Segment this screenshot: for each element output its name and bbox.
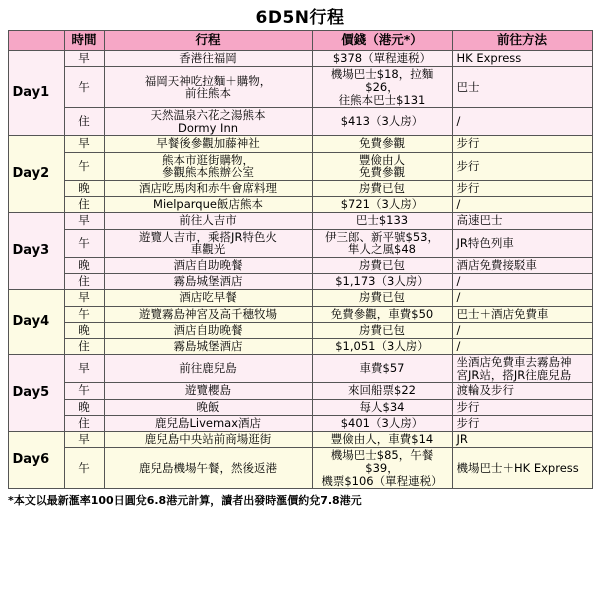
cell-price: 來回船票$22 <box>312 383 452 399</box>
cell-route: 鹿兒島中央站前商場逛街 <box>104 432 312 448</box>
cell-price: 機場巴士$18，拉麵$26， 往熊本巴士$131 <box>312 67 452 108</box>
cell-time: 早 <box>64 355 104 383</box>
cell-price: 房費已包 <box>312 290 452 306</box>
table-row <box>8 432 592 448</box>
table-row <box>8 274 592 290</box>
table-row <box>8 152 592 180</box>
day-label: Day3 <box>8 213 64 290</box>
cell-price: 伊三郎、新平號$53， 隼人之風$48 <box>312 229 452 257</box>
cell-transport: JR特色列車 <box>452 229 592 257</box>
cell-time: 晚 <box>64 257 104 273</box>
cell-transport: 渡輪及步行 <box>452 383 592 399</box>
cell-price: 豐儉由人 免費參觀 <box>312 152 452 180</box>
table-row <box>8 197 592 213</box>
cell-transport: / <box>452 290 592 306</box>
cell-time: 早 <box>64 290 104 306</box>
cell-route: 酒店吃馬肉和赤牛會席料理 <box>104 180 312 196</box>
table-row <box>8 136 592 152</box>
cell-time: 住 <box>64 274 104 290</box>
cell-price: 車費$57 <box>312 355 452 383</box>
cell-transport: HK Express <box>452 51 592 67</box>
page-title: 6D5N行程 <box>255 8 345 28</box>
cell-route: 前往人吉市 <box>104 213 312 229</box>
table-row <box>8 399 592 415</box>
table-header <box>8 31 592 51</box>
cell-time: 午 <box>64 448 104 489</box>
col-header-transport: 前往方法 <box>452 31 592 51</box>
cell-time: 早 <box>64 51 104 67</box>
cell-price: 豐儉由人，車費$14 <box>312 432 452 448</box>
footnote: *本文以最新滙率100日圓兌6.8港元計算，讀者出發時滙價約兌7.8港元 <box>8 494 362 508</box>
cell-time: 晚 <box>64 399 104 415</box>
col-header-route: 行程 <box>104 31 312 51</box>
cell-route: 晚飯 <box>104 399 312 415</box>
cell-price: $413（3人房） <box>312 108 452 136</box>
cell-transport: 高速巴士 <box>452 213 592 229</box>
cell-price: $1,051（3人房） <box>312 338 452 354</box>
table-body <box>8 51 592 489</box>
cell-price: 房費已包 <box>312 180 452 196</box>
cell-route: 天然温泉六花之湯熊本 Dormy Inn <box>104 108 312 136</box>
cell-route: 遊覽人吉市，乘搭JR特色火 車觀光 <box>104 229 312 257</box>
cell-route: 遊覽霧島神宮及高千穗牧場 <box>104 306 312 322</box>
table-row <box>8 229 592 257</box>
table-row <box>8 322 592 338</box>
cell-price: 每人$34 <box>312 399 452 415</box>
cell-route: 酒店自助晚餐 <box>104 322 312 338</box>
table-row <box>8 108 592 136</box>
cell-time: 住 <box>64 338 104 354</box>
cell-price: 房費已包 <box>312 257 452 273</box>
cell-price: $1,173（3人房） <box>312 274 452 290</box>
cell-time: 午 <box>64 67 104 108</box>
cell-transport: 步行 <box>452 399 592 415</box>
cell-route: Mielparque飯店熊本 <box>104 197 312 213</box>
cell-route: 前往鹿兒島 <box>104 355 312 383</box>
col-header-price: 價錢（港元*） <box>312 31 452 51</box>
col-header-time: 時間 <box>64 31 104 51</box>
cell-transport: 步行 <box>452 415 592 431</box>
cell-route: 酒店自助晚餐 <box>104 257 312 273</box>
cell-route: 福岡天神吃拉麵＋購物， 前往熊本 <box>104 67 312 108</box>
cell-transport: 酒店免費接駁車 <box>452 257 592 273</box>
day-label: Day2 <box>8 136 64 213</box>
cell-transport: / <box>452 108 592 136</box>
cell-transport: / <box>452 197 592 213</box>
cell-time: 早 <box>64 213 104 229</box>
col-header-day <box>8 31 64 51</box>
table-row <box>8 355 592 383</box>
cell-time: 午 <box>64 152 104 180</box>
cell-price: 巴士$133 <box>312 213 452 229</box>
cell-transport: 機場巴士＋HK Express <box>452 448 592 489</box>
table-row <box>8 383 592 399</box>
cell-transport: 步行 <box>452 136 592 152</box>
table-row <box>8 290 592 306</box>
cell-time: 住 <box>64 415 104 431</box>
itinerary-table <box>8 30 593 489</box>
cell-route: 酒店吃早餐 <box>104 290 312 306</box>
table-row <box>8 51 592 67</box>
cell-time: 午 <box>64 306 104 322</box>
cell-route: 遊覽櫻島 <box>104 383 312 399</box>
table-row <box>8 67 592 108</box>
cell-time: 午 <box>64 229 104 257</box>
table-row <box>8 415 592 431</box>
cell-price: $401（3人房） <box>312 415 452 431</box>
cell-route: 霧島城堡酒店 <box>104 338 312 354</box>
cell-price: 機場巴士$85，午餐$39， 機票$106（單程連税） <box>312 448 452 489</box>
cell-transport: 步行 <box>452 152 592 180</box>
cell-price: $721（3人房） <box>312 197 452 213</box>
cell-transport: 坐酒店免費車去霧島神 宮JR站，搭JR往鹿兒島 <box>452 355 592 383</box>
cell-price: 免費參觀 <box>312 136 452 152</box>
day-label: Day1 <box>8 51 64 136</box>
cell-price: 房費已包 <box>312 322 452 338</box>
cell-time: 晚 <box>64 322 104 338</box>
table-row <box>8 213 592 229</box>
cell-route: 早餐後參觀加藤神社 <box>104 136 312 152</box>
cell-time: 晚 <box>64 180 104 196</box>
table-row <box>8 306 592 322</box>
cell-transport: / <box>452 322 592 338</box>
table-row <box>8 180 592 196</box>
cell-time: 早 <box>64 136 104 152</box>
cell-route: 霧島城堡酒店 <box>104 274 312 290</box>
cell-transport: 步行 <box>452 180 592 196</box>
cell-transport: 巴士 <box>452 67 592 108</box>
cell-transport: / <box>452 274 592 290</box>
cell-price: $378（單程連税） <box>312 51 452 67</box>
cell-route: 鹿兒島機場午餐，然後返港 <box>104 448 312 489</box>
cell-route: 香港往福岡 <box>104 51 312 67</box>
cell-route: 鹿兒島Livemax酒店 <box>104 415 312 431</box>
day-label: Day6 <box>8 432 64 489</box>
table-row <box>8 257 592 273</box>
table-row <box>8 338 592 354</box>
cell-time: 早 <box>64 432 104 448</box>
cell-transport: JR <box>452 432 592 448</box>
cell-time: 住 <box>64 197 104 213</box>
cell-route: 熊本市逛街購物， 參觀熊本熊辦公室 <box>104 152 312 180</box>
table-row <box>8 448 592 489</box>
cell-time: 午 <box>64 383 104 399</box>
cell-transport: / <box>452 338 592 354</box>
day-label: Day4 <box>8 290 64 355</box>
day-label: Day5 <box>8 355 64 432</box>
cell-transport: 巴士＋酒店免費車 <box>452 306 592 322</box>
header-row <box>8 31 592 51</box>
cell-price: 免費參觀，車費$50 <box>312 306 452 322</box>
cell-time: 住 <box>64 108 104 136</box>
